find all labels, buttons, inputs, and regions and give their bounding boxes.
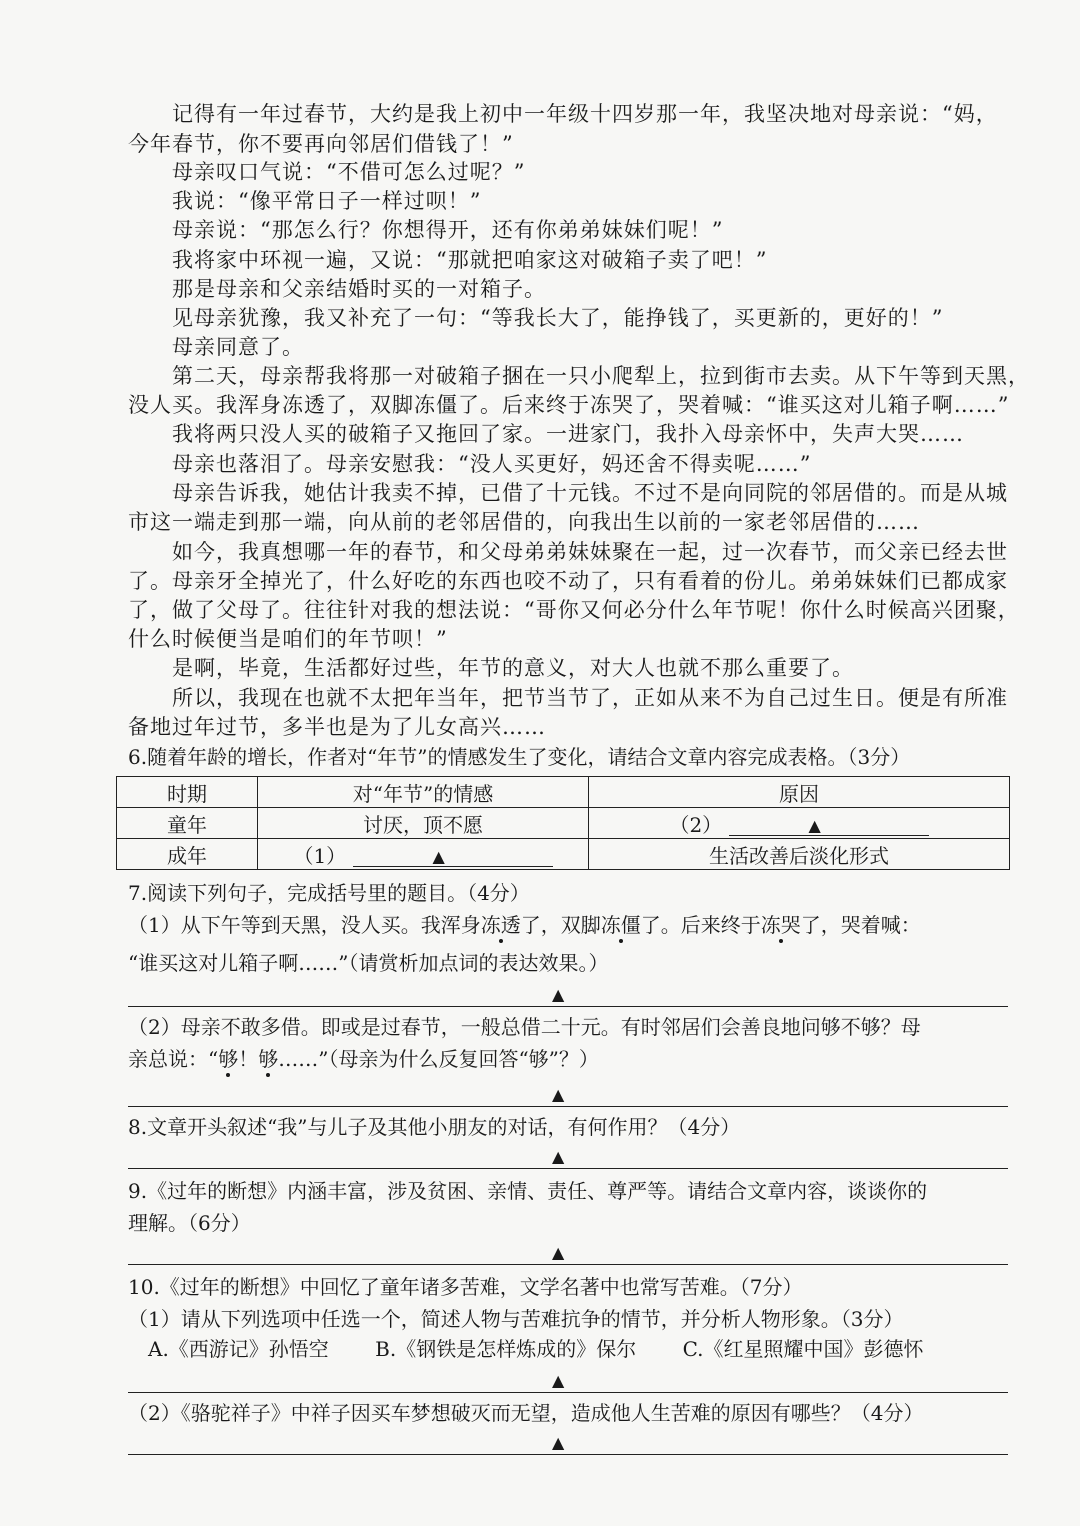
question-10-2: （2）《骆驼祥子》中祥子因买车梦想破灭而无望，造成他人生苦难的原因有哪些？（4分） [128, 1401, 924, 1425]
question-6-table [116, 776, 1010, 870]
answer-blank[interactable] [353, 846, 553, 867]
passage-line: 我说：“像平常日子一样过呗！” [172, 189, 482, 213]
passage-line: 没人买。我浑身冻透了，双脚冻僵了。后来终于冻哭了，哭着喊：“谁买这对儿箱子啊……” [128, 393, 1010, 417]
question-9-line2: 理解。（6分） [128, 1211, 251, 1235]
passage-line: 什么时候便当是咱们的年节呗！” [128, 627, 448, 651]
question-7-2-line2 [128, 1044, 1028, 1074]
passage-line: 第二天，母亲帮我将那一对破箱子捆在一只小爬犁上，拉到街市去卖。从下午等到天黑， [172, 364, 1030, 388]
text-span: ！ [238, 1047, 259, 1071]
passage-line: 母亲也落泪了。母亲安慰我：“没人买更好，妈还舍不得卖呢……” [172, 452, 812, 476]
passage-line: 我将家中环视一遍，又说：“那就把咱家这对破箱子卖了吧！” [172, 248, 768, 272]
text-span: （1）从下午等到天黑，没人买。我浑身 [128, 913, 481, 937]
text-span: 了，哭着喊： [800, 913, 921, 937]
question-10-1: （1）请从下列选项中任选一个，简述人物与苦难抗争的情节，并分析人物形象。（3分） [128, 1307, 904, 1331]
passage-line: 市这一端走到那一端，向从前的老邻居借的，向我出生以前的一家老邻居借的…… [128, 510, 920, 534]
text-span: ……”（母亲为什么反复回答“够”？） [278, 1047, 599, 1071]
text-span: 亲总说：“ [128, 1047, 219, 1071]
option-b: B.《钢铁是怎样炼成的》保尔 [375, 1337, 637, 1361]
answer-triangle-icon: ▲ [552, 1147, 565, 1166]
blank-label: （1） [293, 843, 347, 868]
table-cell: 生活改善后淡化形式 [589, 839, 1010, 870]
passage-line: 母亲说：“那怎么行？你想得开，还有你弟弟妹妹们呢！” [172, 218, 724, 242]
question-7-2-line1: （2）母亲不敢多借。即或是过春节，一般总借二十元。有时邻居们会善良地问够不够？母 [128, 1015, 921, 1039]
answer-triangle-icon: ▲ [432, 846, 445, 866]
answer-line[interactable] [128, 1080, 1008, 1107]
passage-line: 母亲告诉我，她估计我卖不掉，已借了十元钱。不过不是向同院的邻居借的。而是从城 [172, 481, 1008, 505]
question-8-title: 8.文章开头叙述“我”与儿子及其他小朋友的对话，有何作用？（4分） [128, 1115, 741, 1139]
table-row [117, 808, 1010, 839]
table-cell-answer[interactable] [589, 808, 1010, 839]
passage-line: 了。母亲牙全掉光了，什么好吃的东西也咬不动了，只有看着的份儿。弟弟妹妹们已都成家 [128, 569, 1008, 593]
passage-line: 如今，我真想哪一年的春节，和父母弟弟妹妹聚在一起，过一次春节，而父亲已经去世 [172, 540, 1008, 564]
passage-line: 所以，我现在也就不太把年当年，把节当节了，正如从来不为自己过生日。便是有所准 [172, 686, 1008, 710]
table-header-cell: 原因 [589, 777, 1010, 808]
answer-triangle-icon: ▲ [552, 1371, 565, 1390]
answer-triangle-icon: ▲ [808, 815, 821, 835]
option-a: A.《西游记》孙悟空 [148, 1337, 329, 1361]
question-6-title: 6.随着年龄的增长，作者对“年节”的情感发生了变化，请结合文章内容完成表格。（3分） [128, 745, 911, 769]
passage-line: 母亲叹口气说：“不借可怎么过呢？” [172, 160, 526, 184]
passage-line: 是啊，毕竟，生活都好过些，年节的意义，对大人也就不那么重要了。 [172, 656, 854, 680]
table-cell: 童年 [117, 808, 258, 839]
question-7-1-line2: “谁买这对儿箱子啊……”（请赏析加点词的表达效果。） [128, 951, 609, 975]
option-c: C.《红星照耀中国》彭德怀 [682, 1337, 924, 1361]
answer-blank[interactable] [729, 815, 929, 836]
table-cell: 成年 [117, 839, 258, 870]
answer-line[interactable] [128, 1366, 1008, 1393]
passage-line: 我将两只没人买的破箱子又拖回了家。一进家门，我扑入母亲怀中，失声大哭…… [172, 422, 964, 446]
passage-line: 了，做了父母了。往往针对我的想法说：“哥你又何必分什么年节呢！你什么时候高兴团聚， [128, 598, 1020, 622]
question-10-options [148, 1334, 1048, 1364]
text-span: 了。后来终于 [640, 913, 761, 937]
dotted-word: 冻透 [480, 913, 521, 937]
answer-triangle-icon: ▲ [552, 1243, 565, 1262]
question-9-line1: 9.《过年的断想》内涵丰富，涉及贫困、亲情、责任、尊严等。请结合文章内容，谈谈你的 [128, 1179, 928, 1203]
dotted-word: 够 [258, 1047, 279, 1071]
question-7-1-line [128, 910, 1028, 940]
passage-line: 母亲同意了。 [172, 335, 304, 359]
dotted-word: 冻僵 [600, 913, 641, 937]
table-cell: 讨厌，顶不愿 [258, 808, 589, 839]
table-header-cell: 时期 [117, 777, 258, 808]
question-10-title: 10.《过年的断想》中回忆了童年诸多苦难，文学名著中也常写苦难。（7分） [128, 1275, 803, 1299]
passage-line: 今年春节，你不要再向邻居们借钱了！” [128, 132, 514, 156]
table-header-cell: 对“年节”的情感 [258, 777, 589, 808]
dotted-word: 冻哭 [760, 913, 801, 937]
passage-line: 见母亲犹豫，我又补充了一句：“等我长大了，能挣钱了，买更新的，更好的！” [172, 306, 944, 330]
table-cell-answer[interactable] [258, 839, 589, 870]
answer-triangle-icon: ▲ [552, 1085, 565, 1104]
answer-line[interactable] [128, 1238, 1008, 1265]
question-7-title: 7.阅读下列句子，完成括号里的题目。（4分） [128, 881, 530, 905]
blank-label: （2） [669, 812, 723, 837]
answer-line[interactable] [128, 980, 1008, 1007]
table-header-row [117, 777, 1010, 808]
table-row [117, 839, 1010, 870]
answer-triangle-icon: ▲ [552, 1433, 565, 1452]
dotted-word: 够 [218, 1047, 239, 1071]
text-span: 了，双脚 [520, 913, 601, 937]
answer-line[interactable] [128, 1142, 1008, 1169]
passage-line: 那是母亲和父亲结婚时买的一对箱子。 [172, 277, 546, 301]
passage-line: 备地过年过节，多半也是为了儿女高兴…… [128, 715, 546, 739]
answer-triangle-icon: ▲ [552, 985, 565, 1004]
answer-line[interactable] [128, 1428, 1008, 1455]
passage-line: 记得有一年过春节，大约是我上初中一年级十四岁那一年，我坚决地对母亲说：“妈， [172, 102, 998, 126]
